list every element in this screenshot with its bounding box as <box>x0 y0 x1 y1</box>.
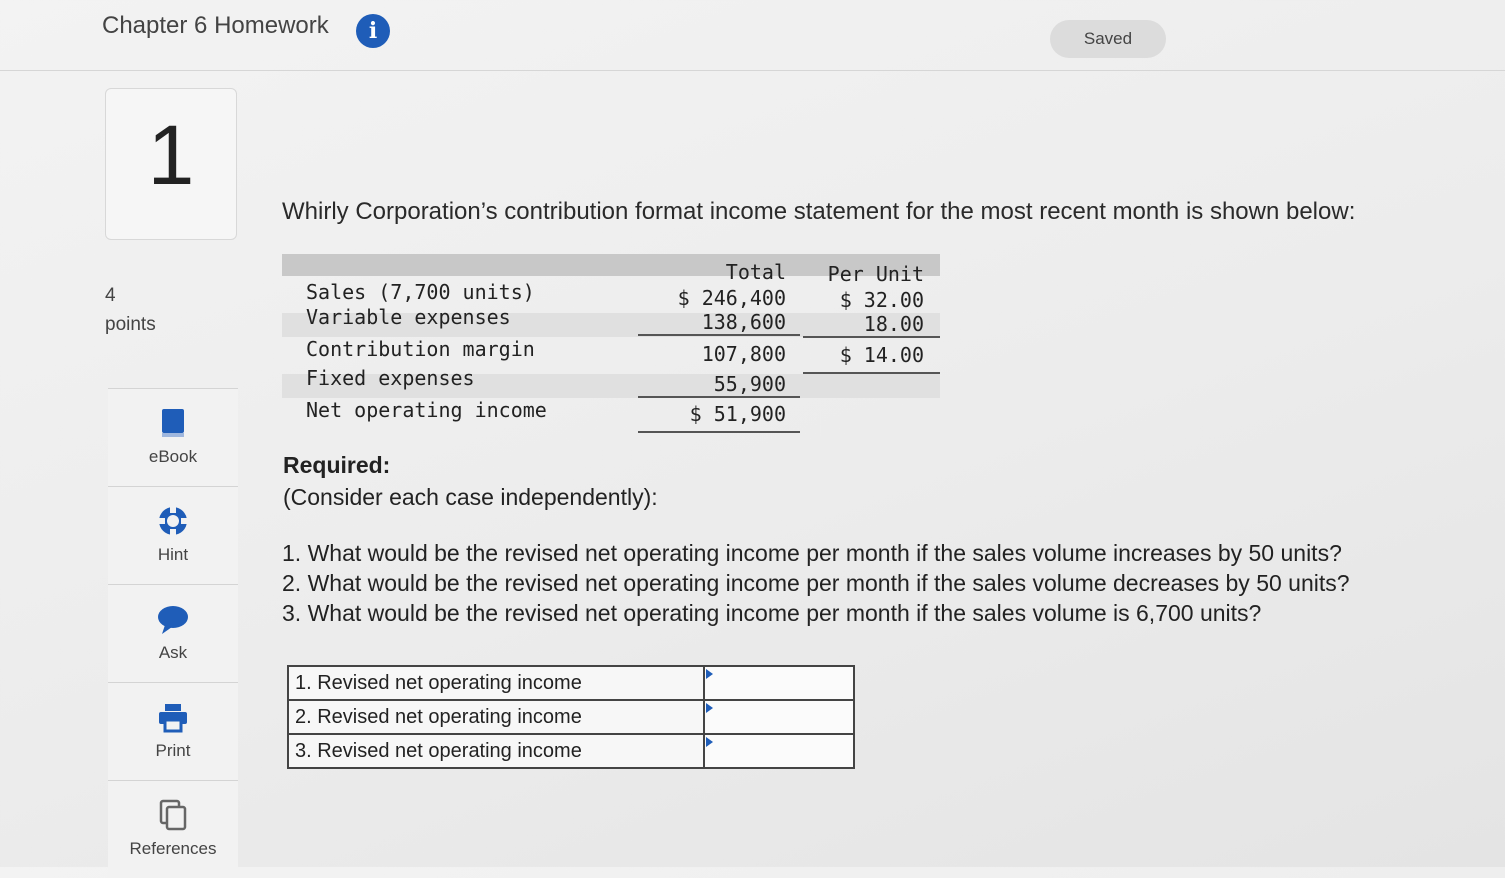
answer-row <box>288 700 854 734</box>
answer-row <box>288 734 854 768</box>
input-marker-icon <box>706 669 713 679</box>
answer-table <box>287 665 855 769</box>
input-marker-icon <box>706 737 713 747</box>
row-unit-variable: 18.00 <box>863 312 924 336</box>
printer-icon <box>155 699 191 735</box>
question-1: 1. What would be the revised net operating income per month if the sales volume increases by 50 units? <box>282 540 1342 566</box>
saved-status-badge: Saved <box>1050 20 1166 58</box>
row-total-contribution: 107,800 <box>701 342 786 366</box>
answer-label-3: 3. Revised net operating income <box>288 734 704 768</box>
total-underline <box>638 334 800 336</box>
page-title: Chapter 6 Homework <box>102 12 329 39</box>
info-icon[interactable]: i <box>356 14 390 48</box>
answer-input-3[interactable] <box>705 735 851 767</box>
question-number-box <box>105 88 237 240</box>
row-total-fixed: 55,900 <box>713 372 786 396</box>
required-heading: Required: <box>283 452 391 478</box>
problem-intro: Whirly Corporation’s contribution format income statement for the most recent month is shown below: <box>282 198 1356 225</box>
row-total-net-income: $ 51,900 <box>689 402 786 426</box>
answer-input-2[interactable] <box>705 701 851 733</box>
chat-bubble-icon <box>155 601 191 637</box>
row-label-fixed: Fixed expenses <box>306 366 475 390</box>
header-bar <box>0 0 1505 71</box>
question-number: 1 <box>147 108 195 202</box>
points-value: 4 <box>105 285 116 306</box>
print-button[interactable] <box>108 682 238 780</box>
row-label-variable: Variable expenses <box>306 305 511 329</box>
input-marker-icon <box>706 703 713 713</box>
consider-note: (Consider each case independently): <box>283 484 658 510</box>
print-label: Print <box>155 741 191 760</box>
row-unit-sales: $ 32.00 <box>839 288 924 312</box>
answer-cell-2[interactable] <box>704 700 854 734</box>
ebook-button[interactable] <box>108 388 238 486</box>
row-label-sales: Sales (7,700 units) <box>306 280 535 304</box>
row-total-sales: $ 246,400 <box>677 286 786 310</box>
lifebuoy-icon <box>155 503 191 539</box>
total-underline <box>638 396 800 398</box>
answer-cell-1[interactable] <box>704 666 854 700</box>
hint-button[interactable] <box>108 486 238 584</box>
copy-icon <box>155 797 191 833</box>
row-unit-contribution: $ 14.00 <box>839 343 924 367</box>
hint-label: Hint <box>157 545 189 564</box>
header-per-unit: Per Unit <box>827 262 924 286</box>
book-icon <box>155 405 191 441</box>
unit-underline <box>803 336 940 338</box>
question-3: 3. What would be the revised net operating income per month if the sales volume is 6,700 units? <box>282 600 1262 626</box>
total-double-underline <box>638 431 800 433</box>
ask-label: Ask <box>158 643 188 662</box>
unit-double-underline <box>803 372 940 374</box>
references-button[interactable] <box>108 780 238 878</box>
answer-input-1[interactable] <box>705 667 851 699</box>
answer-cell-3[interactable] <box>704 734 854 768</box>
references-label: References <box>129 839 217 858</box>
points-label: points <box>105 314 156 335</box>
answer-row <box>288 666 854 700</box>
answer-label-2: 2. Revised net operating income <box>288 700 704 734</box>
answer-label-1: 1. Revised net operating income <box>288 666 704 700</box>
row-label-net-income: Net operating income <box>306 398 547 422</box>
ebook-label: eBook <box>148 447 198 466</box>
header-total: Total <box>725 260 786 284</box>
question-2: 2. What would be the revised net operating income per month if the sales volume decreases by 50 units? <box>282 570 1350 596</box>
tools-sidebar <box>108 388 238 878</box>
row-label-contribution: Contribution margin <box>306 337 535 361</box>
income-statement <box>282 254 940 434</box>
ask-button[interactable] <box>108 584 238 682</box>
row-total-variable: 138,600 <box>701 310 786 334</box>
